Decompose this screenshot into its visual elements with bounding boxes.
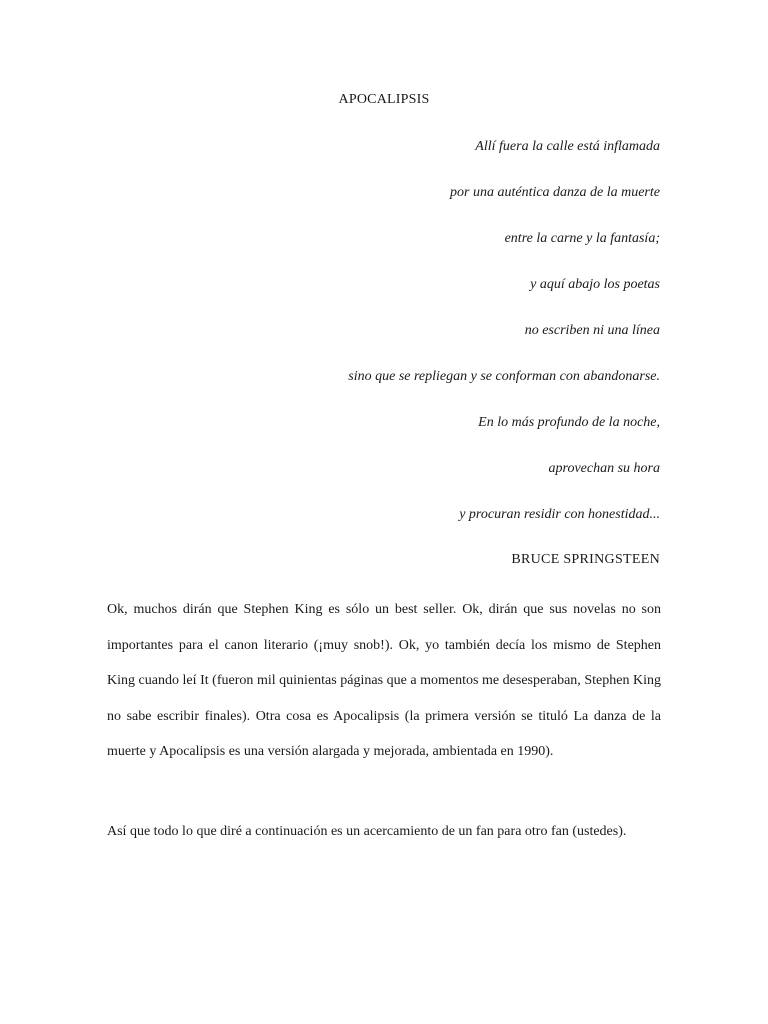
epigraph: [100, 136, 660, 550]
document-title: APOCALIPSIS: [338, 92, 430, 107]
body-paragraph: Así que todo lo que diré a continuación es un acercamiento de un fan para otro fan (ustedes).: [107, 824, 627, 839]
epigraph-line: y aquí abajo los poetas: [530, 277, 660, 292]
epigraph-line: sino que se repliegan y se conforman con abandonarse.: [348, 369, 660, 384]
epigraph-line: por una auténtica danza de la muerte: [450, 185, 660, 200]
epigraph-line: aprovechan su hora: [548, 461, 660, 476]
epigraph-line: no escriben ni una línea: [524, 323, 660, 338]
epigraph-line: En lo más profundo de la noche,: [478, 415, 660, 430]
epigraph-line: Allí fuera la calle está inflamada: [475, 139, 660, 154]
epigraph-attribution: BRUCE SPRINGSTEEN: [511, 552, 660, 567]
body-paragraph: Ok, muchos dirán que Stephen King es sólo un best seller. Ok, dirán que sus novelas no son importantes para el canon literario (¡muy snob!). Ok, yo también decía los mismo de Stephen King cuando leí It (fueron mil quinientas páginas que a momentos me desesperaban, Stephen King no sabe escribir finales). Otra cosa es Apocalipsis (la primera versión se tituló La danza de la muerte y Apocalipsis es una versión alargada y mejorada, ambientada en 1990).: [107, 602, 661, 759]
epigraph-line: y procuran residir con honestidad...: [459, 507, 660, 522]
epigraph-line: entre la carne y la fantasía;: [504, 231, 660, 246]
